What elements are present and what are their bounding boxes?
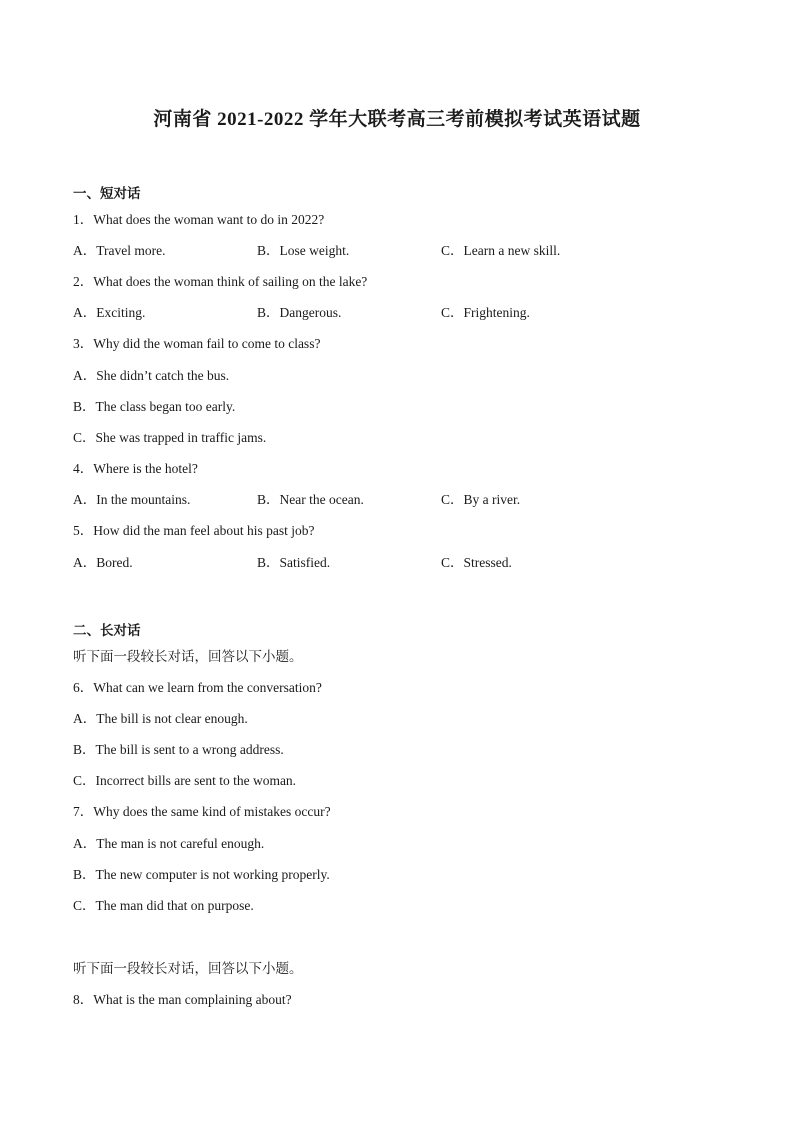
option-a: A．Bored. bbox=[73, 555, 133, 570]
question-5: 5．How did the man feel about his past job? bbox=[73, 523, 315, 538]
question-1: 1．What does the woman want to do in 2022? bbox=[73, 212, 325, 227]
instruction-1: 听下面一段较长对话，回答以下小题。 bbox=[73, 649, 303, 664]
question-4-options bbox=[73, 488, 723, 508]
question-7-option-c: C．The man did that on purpose. bbox=[73, 898, 254, 913]
option-a: A．Travel more. bbox=[73, 243, 166, 258]
option-c: C．Stressed. bbox=[441, 555, 512, 570]
page-title: 河南省 2021-2022 学年大联考高三考前模拟考试英语试题 bbox=[153, 109, 641, 130]
option-b: B．Satisfied. bbox=[257, 555, 331, 570]
question-7: 7．Why does the same kind of mistakes occur? bbox=[73, 804, 331, 819]
option-b: B．Lose weight. bbox=[257, 243, 350, 258]
option-b: B．Near the ocean. bbox=[257, 492, 364, 507]
question-3-option-b: B．The class began too early. bbox=[73, 399, 236, 414]
question-2-options bbox=[73, 301, 723, 321]
question-7-option-b: B．The new computer is not working properly. bbox=[73, 867, 330, 882]
option-a: A．In the mountains. bbox=[73, 492, 191, 507]
option-a: A．Exciting. bbox=[73, 305, 146, 320]
option-c: C．Frightening. bbox=[441, 305, 530, 320]
option-b: B．Dangerous. bbox=[257, 305, 342, 320]
question-6-option-a: A．The bill is not clear enough. bbox=[73, 711, 248, 726]
section-heading-short-dialogues: 一、短对话 bbox=[73, 186, 141, 201]
option-c: C．Learn a new skill. bbox=[441, 243, 561, 258]
question-6: 6．What can we learn from the conversation? bbox=[73, 680, 322, 695]
question-3: 3．Why did the woman fail to come to class? bbox=[73, 336, 321, 351]
section-heading-long-dialogues: 二、长对话 bbox=[73, 623, 141, 638]
question-3-option-a: A．She didn’t catch the bus. bbox=[73, 368, 230, 383]
question-4: 4．Where is the hotel? bbox=[73, 461, 198, 476]
question-2: 2．What does the woman think of sailing on the lake? bbox=[73, 274, 368, 289]
question-6-option-c: C．Incorrect bills are sent to the woman. bbox=[73, 773, 297, 788]
question-7-option-a: A．The man is not careful enough. bbox=[73, 836, 265, 851]
question-1-options bbox=[73, 239, 723, 259]
question-6-option-b: B．The bill is sent to a wrong address. bbox=[73, 742, 284, 757]
option-c: C．By a river. bbox=[441, 492, 521, 507]
question-3-option-c: C．She was trapped in traffic jams. bbox=[73, 430, 267, 445]
question-8: 8．What is the man complaining about? bbox=[73, 992, 292, 1007]
question-5-options bbox=[73, 551, 723, 571]
instruction-2: 听下面一段较长对话，回答以下小题。 bbox=[73, 961, 303, 976]
